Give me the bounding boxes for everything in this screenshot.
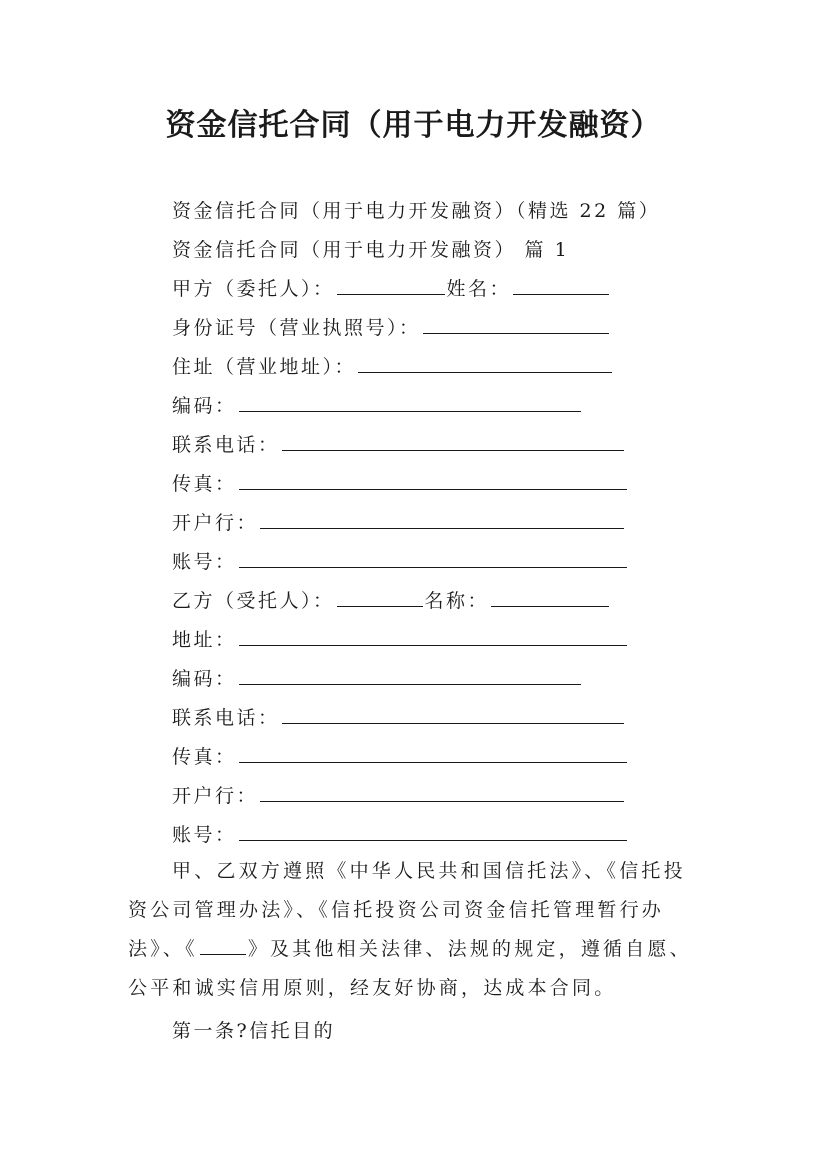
party-a-fax-blank [239, 471, 627, 490]
party-a-row [172, 276, 611, 302]
party-a-address-blank [358, 354, 612, 373]
party-b-fax-label: 传真： [172, 746, 237, 768]
party-b-phone-blank [282, 705, 624, 724]
preamble-text-2: 》及其他相关法律、法规的规定，遵循自愿、公平和诚实信用原则，经友好协商，达成本合同。 [128, 938, 692, 999]
party-a-postcode-label: 编码： [172, 395, 237, 417]
document-title: 资金信托合同（用于电力开发融资） [165, 108, 662, 143]
party-b-fax-blank [239, 744, 627, 763]
party-a-label: 甲方（委托人）： [172, 278, 335, 300]
party-b-phone-row [172, 705, 626, 731]
party-b-postcode-row [172, 666, 583, 692]
party-b-phone-label: 联系电话： [172, 707, 280, 729]
article-1-heading: 第一条?信托目的 [172, 1020, 336, 1042]
party-b-address-blank [239, 627, 627, 646]
party-b-label: 乙方（受托人）： [172, 590, 335, 612]
party-a-phone-label: 联系电话： [172, 434, 280, 456]
party-a-account-label: 账号： [172, 551, 237, 573]
party-a-bank-row [172, 510, 626, 536]
party-a-name-label: 姓名： [446, 278, 512, 300]
party-b-account-label: 账号： [172, 824, 237, 846]
party-b-blank [337, 588, 423, 607]
preamble-text-1: 甲、乙双方遵照《中华人民共和国信托法》、《信托投资公司管理办法》、《信托投资公司资金信托管理暂行办法》、《 [128, 860, 686, 960]
party-b-row [172, 588, 611, 614]
party-a-postcode-row [172, 393, 583, 419]
party-b-address-label: 地址： [172, 629, 237, 651]
party-a-fax-row [172, 471, 629, 497]
document-subtitle: 资金信托合同（用于电力开发融资）（精选 22 篇） [172, 200, 661, 222]
party-a-id-row [172, 315, 611, 341]
party-b-bank-row [172, 783, 626, 809]
party-a-id-label: 身份证号（营业执照号）： [172, 317, 421, 339]
party-a-account-row [172, 549, 629, 575]
preamble-paragraph [128, 852, 703, 1008]
party-b-address-row [172, 627, 629, 653]
preamble-blank [200, 936, 246, 955]
party-a-address-row [172, 354, 614, 380]
party-a-bank-label: 开户行： [172, 512, 259, 534]
party-a-phone-row [172, 432, 626, 458]
section-heading: 资金信托合同（用于电力开发融资） 篇 1 [172, 239, 570, 261]
party-b-fax-row [172, 744, 629, 770]
party-b-account-blank [239, 822, 627, 841]
party-a-bank-blank [260, 510, 624, 529]
party-b-postcode-label: 编码： [172, 668, 237, 690]
party-b-name-blank [491, 588, 609, 607]
party-b-bank-blank [260, 783, 624, 802]
party-b-bank-label: 开户行： [172, 785, 259, 807]
party-a-account-blank [239, 549, 627, 568]
party-a-id-blank [423, 315, 609, 334]
party-b-account-row [172, 822, 629, 848]
party-a-blank [337, 276, 445, 295]
party-a-name-blank [513, 276, 609, 295]
party-a-fax-label: 传真： [172, 473, 237, 495]
party-b-postcode-blank [239, 666, 581, 685]
party-a-postcode-blank [239, 393, 581, 412]
party-b-name-label: 名称： [424, 590, 490, 612]
party-a-phone-blank [282, 432, 624, 451]
party-a-address-label: 住址（营业地址）： [172, 356, 357, 378]
